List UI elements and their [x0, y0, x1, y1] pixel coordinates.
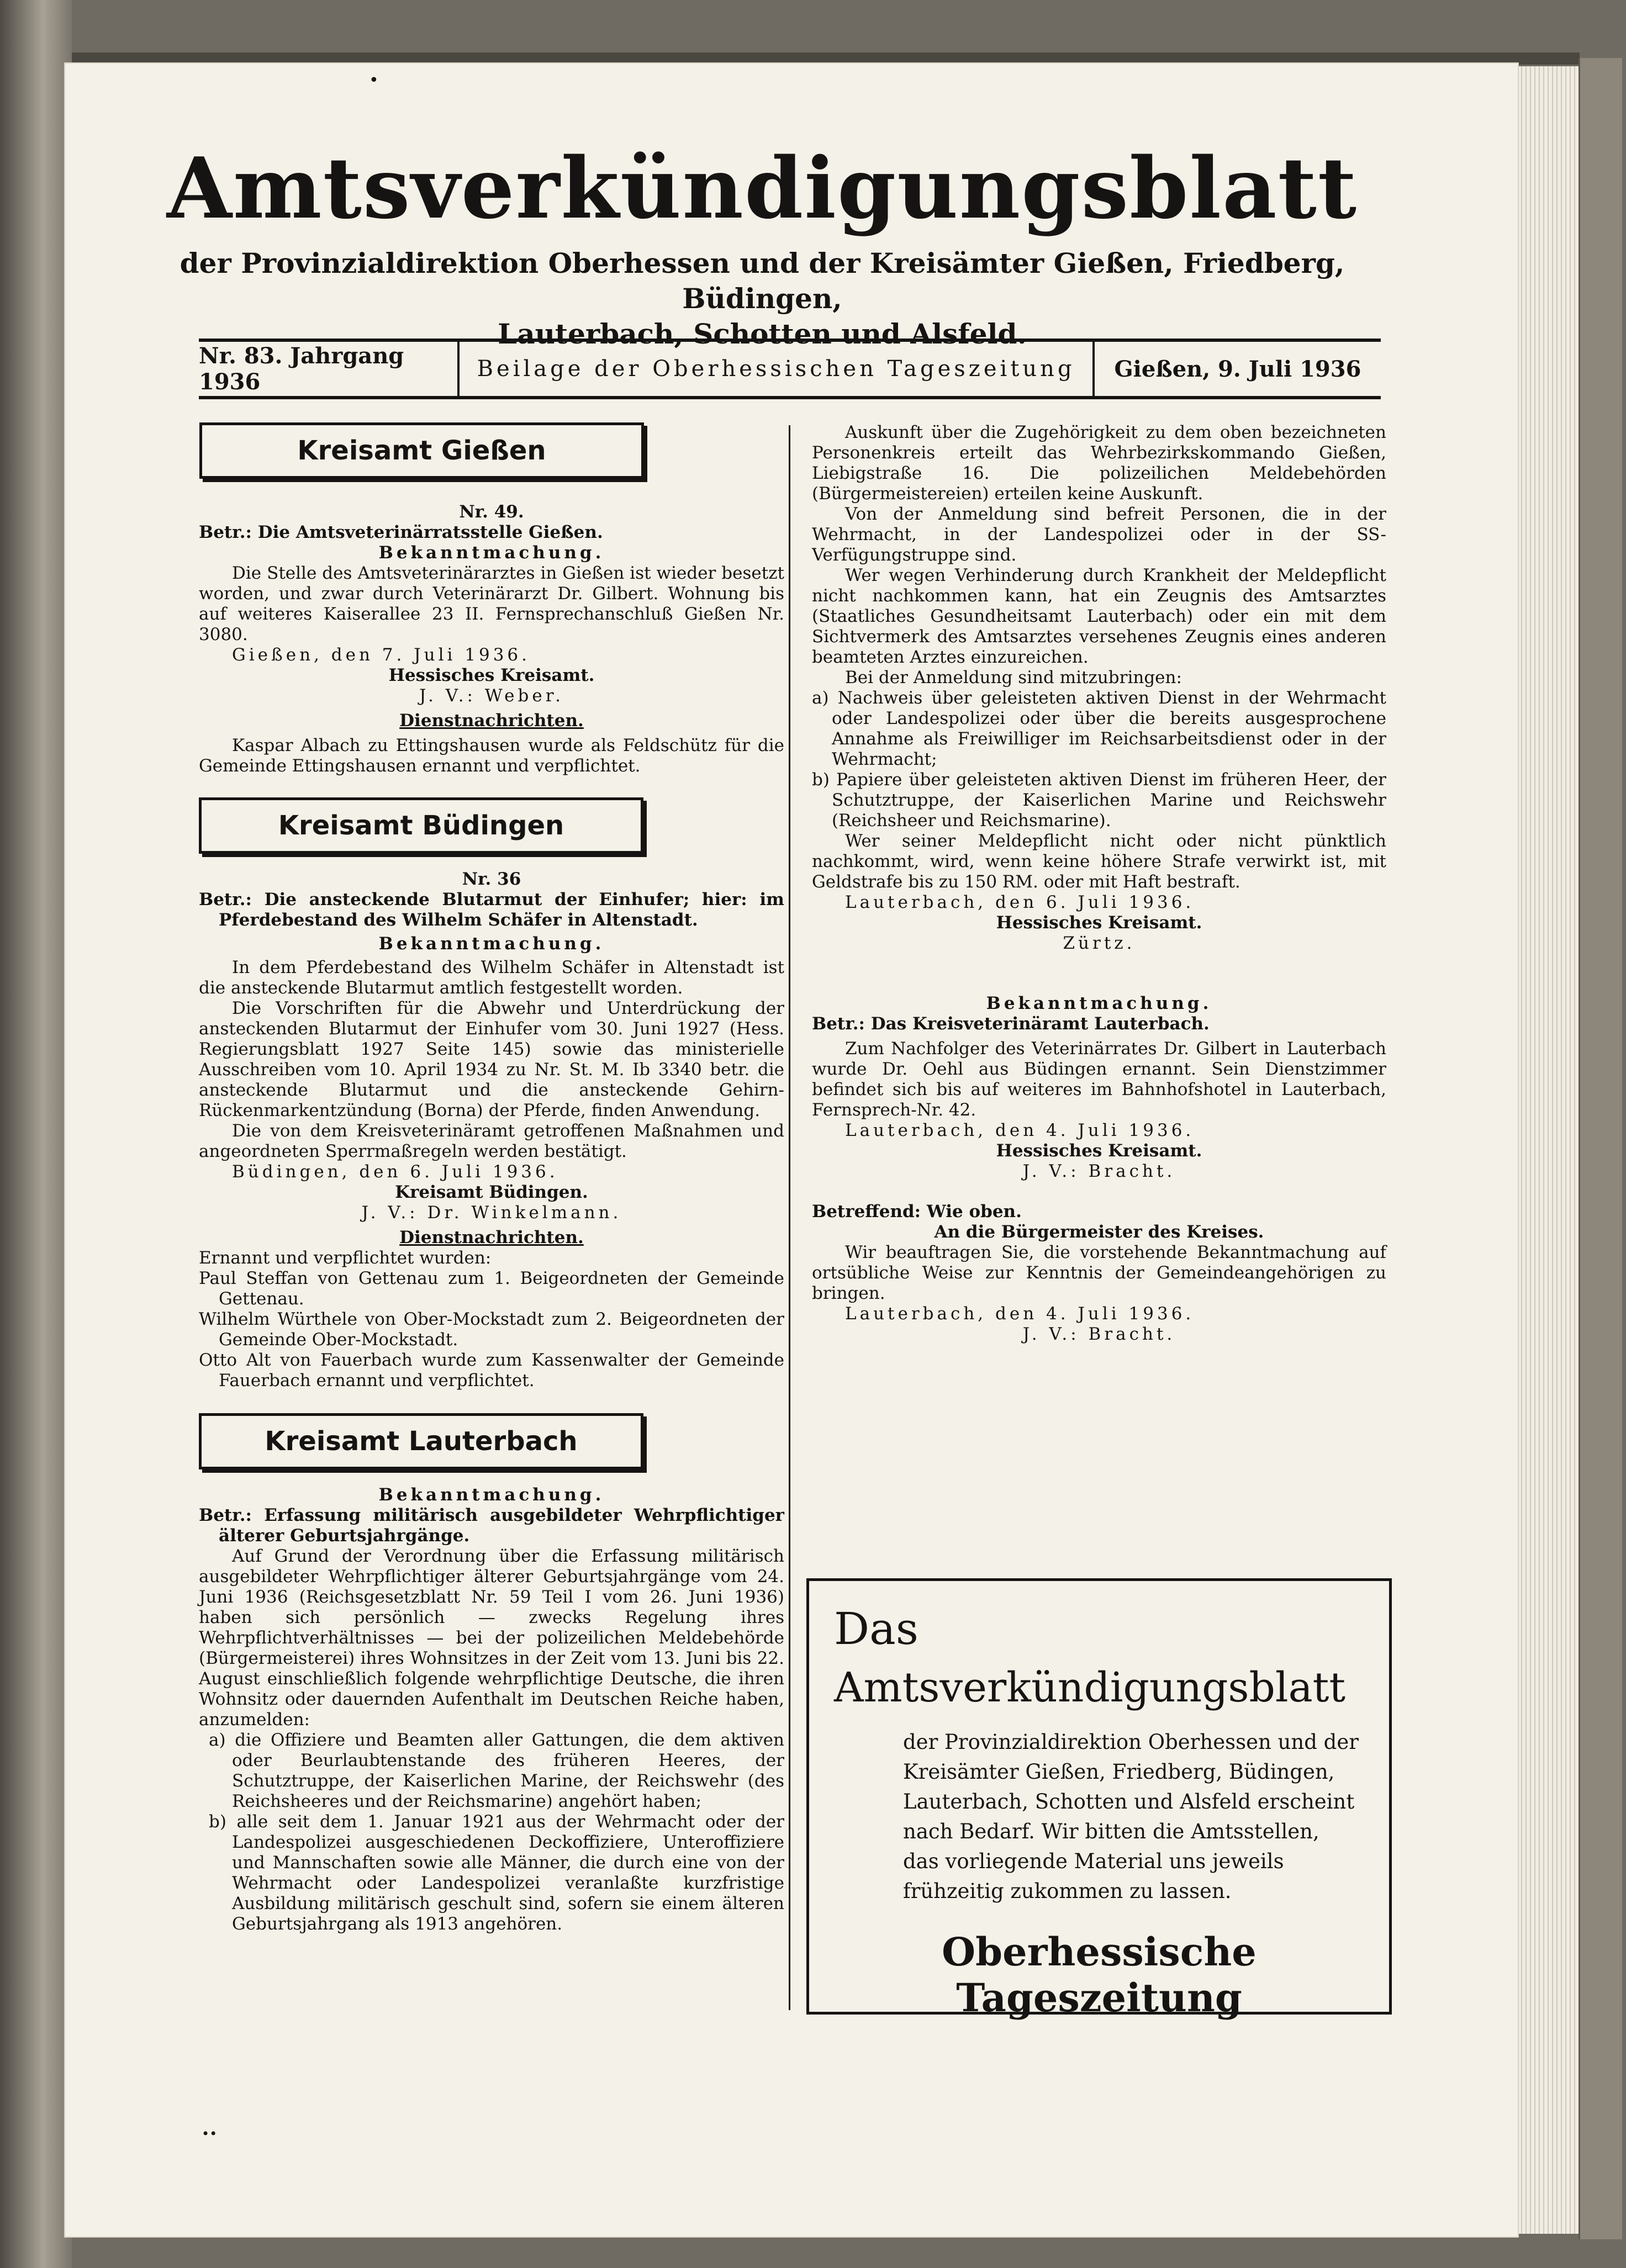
- appointment-item: Paul Steffan von Gettenau zum 1. Beigeordneten der Gemeinde Gettenau.: [199, 1268, 784, 1309]
- date-line: Büdingen, den 6. Juli 1936.: [232, 1162, 558, 1182]
- subtitle-line-1: der Provinzialdirektion Oberhessen und der Kreisämter Gießen, Friedberg, Büdingen,: [180, 247, 1345, 315]
- notice-heading: Bekanntmachung.: [986, 993, 1212, 1013]
- reference-line: Betreffend: Wie oben.: [812, 1202, 1022, 1222]
- masthead: [144, 139, 1381, 352]
- date-line: Lauterbach, den 6. Juli 1936.: [845, 892, 1195, 912]
- notice-paragraph: Bei der Anmeldung sind mitzubringen:: [845, 668, 1182, 688]
- notice-paragraph: Wer seiner Meldepflicht nicht oder nicht pünktlich nachkommt, wird, wenn keine höhere Strafe verwirkt ist, mit Geldstrafe bis zu 150 RM. oder mit Haft bestraft.: [812, 831, 1386, 892]
- notice-subject: Betr.: Die Amtsveterinärratsstelle Gießen.: [199, 522, 603, 542]
- left-column: [199, 422, 784, 1934]
- signature: Zürtz.: [1063, 933, 1136, 953]
- issuing-authority: Hessisches Kreisamt.: [996, 1141, 1202, 1161]
- notice-box-das: Das: [834, 1603, 918, 1654]
- issuing-authority: Kreisamt Büdingen.: [395, 1182, 588, 1202]
- notice-body: Die Stelle des Amtsveterinärarztes in Gießen ist wieder besetzt worden, und zwar durch Veterinärarzt Dr. Gilbert. Wohnung bis auf weiteres Kaiserallee 23 II. Fernsprechanschluß Gießen Nr. 3080.: [199, 563, 784, 644]
- notice-number: Nr. 49.: [459, 502, 524, 522]
- signature: J. V.: Dr. Winkelmann.: [361, 1203, 622, 1223]
- signature: J. V.: Bracht.: [1022, 1161, 1176, 1181]
- appointment-item: Otto Alt von Fauerbach wurde zum Kassenwalter der Gemeinde Fauerbach ernannt und verpflichtet.: [199, 1350, 784, 1391]
- book-top-edge: [72, 52, 1580, 65]
- issue-number: Nr. 83. Jahrgang 1936: [199, 342, 460, 396]
- list-item: b) alle seit dem 1. Januar 1921 aus der Wehrmacht oder der Landespolizei ausgeschiedenen Deckoffiziere, Unteroffiziere und Mannschaften sowie alle Männer, die durch eine von der Wehrmacht oder Landespolizei veranlaßte kurzfristige Ausbildung militärisch geschult sind, sofern sie einem älteren Geburtsjahrgang als 1913 angehören.: [209, 1812, 784, 1934]
- signature: J. V.: Bracht.: [1022, 1324, 1176, 1344]
- notice-paragraph: Wir beauftragen Sie, die vorstehende Bekanntmachung auf ortsübliche Weise zur Kenntnis der Gemeindeangehörigen zu bringen.: [812, 1243, 1386, 1303]
- issuing-authority: Hessisches Kreisamt.: [996, 913, 1202, 933]
- notice-subject: Betr.: Das Kreisveterinäramt Lauterbach.: [812, 1014, 1210, 1034]
- notice-paragraph: Die Vorschriften für die Abwehr und Unterdrückung der ansteckenden Blutarmut der Einhufer vom 30. Juni 1927 (Hess. Regierungsblatt 1927 Seite 145) sowie das ministerielle Ausschreiben vom 10. April 1934 zu Nr. St. M. Ib 3340 betr. die ansteckende Blutarmut und die ansteckende Gehirn-Rückenmarkentzündung (Borna) der Pferde, finden Anwendung.: [199, 998, 784, 1120]
- addressee: An die Bürgermeister des Kreises.: [934, 1222, 1264, 1242]
- issue-info-bar: [199, 339, 1381, 399]
- signature: J. V.: Weber.: [419, 686, 564, 706]
- notice-paragraph: Auskunft über die Zugehörigkeit zu dem oben bezeichneten Personenkreis erteilt das Wehrbezirkskommando Gießen, Liebigstraße 16. Die polizeilichen Meldebehörden (Bürgermeistereien) erteilen keine Auskunft.: [812, 422, 1386, 504]
- notice-subject: Betr.: Erfassung militärisch ausgebildeter Wehrpflichtiger älterer Geburtsjahrgänge.: [199, 1505, 784, 1546]
- notice-heading: Bekanntmachung.: [378, 934, 605, 954]
- service-news-intro: Ernannt und verpflichtet wurden:: [199, 1248, 492, 1268]
- notice-paragraph: Von der Anmeldung sind befreit Personen, die in der Wehrmacht, in der Landespolizei oder in der SS-Verfügungstruppe sind.: [812, 504, 1386, 565]
- masthead-subtitle: [144, 246, 1381, 352]
- notice-heading: Bekanntmachung.: [378, 1485, 605, 1505]
- service-news-heading: Dienstnachrichten.: [399, 711, 584, 731]
- notice-paragraph: In dem Pferdebestand des Wilhelm Schäfer in Altenstadt ist die ansteckende Blutarmut amtlich festgestellt worden.: [199, 958, 784, 998]
- section-header-lauterbach: Kreisamt Lauterbach: [199, 1413, 643, 1469]
- service-news-text: Kaspar Albach zu Ettingshausen wurde als Feldschütz für die Gemeinde Ettingshausen ernannt und verpflichtet.: [199, 736, 784, 776]
- issuing-authority: Hessisches Kreisamt.: [388, 665, 595, 685]
- service-news-heading: Dienstnachrichten.: [399, 1228, 584, 1247]
- ink-speck: ••: [202, 2126, 218, 2142]
- date-line: Lauterbach, den 4. Juli 1936.: [845, 1304, 1195, 1324]
- notice-number: Nr. 36: [462, 869, 521, 889]
- publication-notice-box: [806, 1578, 1392, 2021]
- list-item: a) Nachweis über geleisteten aktiven Dienst in der Wehrmacht oder Landespolizei oder über die bereits ausgesprochene Annahme als Freiwilliger im Reichsarbeitsdienst oder in der Wehrmacht;: [812, 688, 1386, 769]
- date-line: Gießen, den 7. Juli 1936.: [232, 645, 531, 665]
- section-header-buedingen: Kreisamt Büdingen: [199, 797, 643, 854]
- notice-box-title: Amtsverkündigungsblatt: [834, 1664, 1346, 1711]
- notice-paragraph: Die von dem Kreisveterinäramt getroffenen Maßnahmen und angeordneten Sperrmaßregeln werden bestätigt.: [199, 1121, 784, 1161]
- subtitle-line-2: Lauterbach, Schotten und Alsfeld.: [498, 318, 1027, 350]
- notice-paragraph: Zum Nachfolger des Veterinärrates Dr. Gilbert in Lauterbach wurde Dr. Oehl aus Büdingen ernannt. Sein Dienstzimmer befindet sich bis auf weiteres im Bahnhofshotel in Lauterbach, Fernsprech-Nr. 42.: [812, 1039, 1386, 1120]
- right-column: [812, 422, 1386, 1345]
- newspaper-title: Amtsverkündigungsblatt: [166, 139, 1358, 237]
- appointment-item: Wilhelm Würthele von Ober-Mockstadt zum 2. Beigeordneten der Gemeinde Ober-Mockstadt.: [199, 1309, 784, 1350]
- column-divider: [789, 425, 790, 2010]
- supplement-label: Beilage der Oberhessischen Tageszeitung: [460, 342, 1095, 396]
- notice-subject: Betr.: Die ansteckende Blutarmut der Einhufer; hier: im Pferdebestand des Wilhelm Schäfer in Altenstadt.: [199, 890, 784, 930]
- notice-box-body: der Provinzialdirektion Oberhessen und der Kreisämter Gießen, Friedberg, Büdingen, Lauterbach, Schotten und Alsfeld erscheint nach Bedarf. Wir bitten die Amtsstellen, das vorliegende Material uns jeweils frühzeitig zukommen zu lassen.: [903, 1730, 1359, 1903]
- book-binding-edge: [0, 0, 72, 2268]
- page-stack-edge: [1518, 66, 1579, 2234]
- notice-paragraph: Wer wegen Verhinderung durch Krankheit der Meldepflicht nicht nachkommen kann, hat ein Zeugnis des Amtsarztes (Staatliches Gesundheitsamt Lauterbach) oder ein mit dem Sichtvermerk des Amtsarztes versehenes Zeugnis eines anderen beamteten Arztes einzureichen.: [812, 565, 1386, 667]
- notice-heading: Bekanntmachung.: [378, 543, 605, 563]
- ink-speck: •: [369, 71, 379, 90]
- section-header-giessen: Kreisamt Gießen: [199, 422, 644, 479]
- notice-paragraph: Auf Grund der Verordnung über die Erfassung militärisch ausgebildeter Wehrpflichtiger älterer Geburtsjahrgänge vom 24. Juni 1936 (Reichsgesetzblatt Nr. 59 Teil I vom 26. Juni 1936) haben sich persönlich — zwecks Regelung ihres Wehrpflichtverhältnisses — bei der polizeilichen Meldebehörde (Bürgermeisterei) ihres Wohnsitzes in der Zeit vom 13. Juni bis 22. August einschließlich folgende wehrpflichtige Deutsche, die ihren Wohnsitz oder dauernden Aufenthalt im Deutschen Reiche haben, anzumelden:: [199, 1546, 784, 1730]
- list-item: a) die Offiziere und Beamten aller Gattungen, die dem aktiven oder Beurlaubtenstande des früheren Heeres, der Schutztruppe, der Kaiserlichen Marine, der Reichswehr (des Reichsheeres und der Reichsmarine) angehört haben;: [209, 1730, 784, 1811]
- issue-date: Gießen, 9. Juli 1936: [1114, 356, 1361, 382]
- list-item: b) Papiere über geleisteten aktiven Dienst im früheren Heer, der Schutztruppe, der Kaiserlichen Marine und Reichswehr (Reichsheer und Reichsmarine).: [812, 770, 1386, 831]
- date-line: Lauterbach, den 4. Juli 1936.: [845, 1120, 1195, 1140]
- newspaper-name: Oberhessische Tageszeitung: [942, 1929, 1257, 2021]
- book-cover-board: [1579, 58, 1622, 2239]
